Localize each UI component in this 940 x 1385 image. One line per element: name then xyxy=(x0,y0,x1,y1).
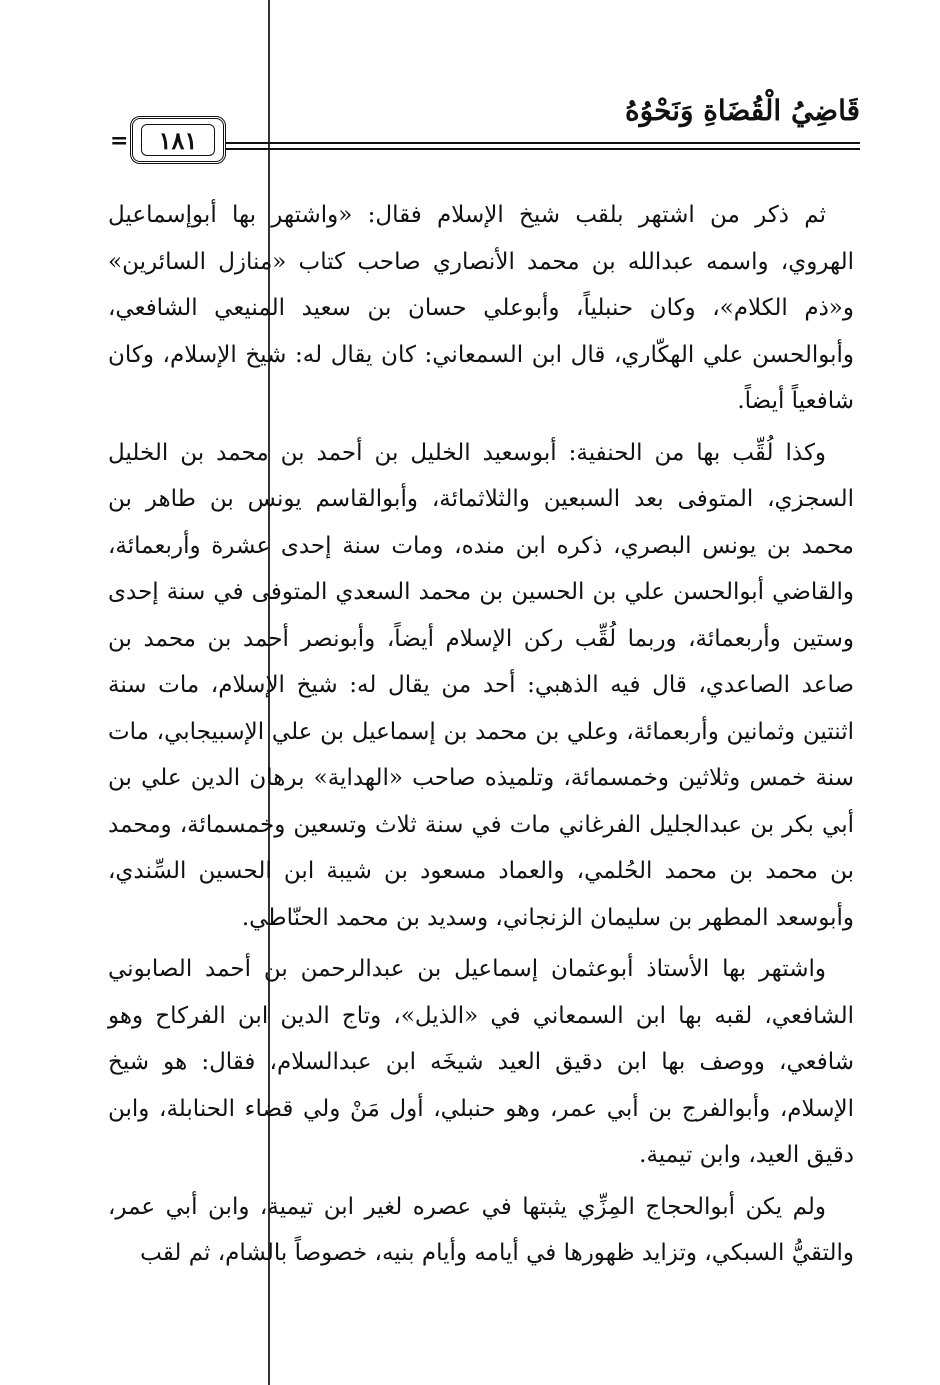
page-number: ١٨١ xyxy=(141,124,215,156)
header-marker: = xyxy=(110,128,129,154)
header-rule-bottom xyxy=(226,148,860,150)
paragraph: ثم ذكر من اشتهر بلقب شيخ الإسلام فقال: «واشتهر بها أبوإسماعيل الهروي، واسمه عبدالله بن محمد الأنصاري صاحب كتاب «منازل السائرين» و«ذم الكلام»، وكان حنبلياً، وأبوعلي حسان بن سعيد المنيعي الشافعي، وأبوالحسن علي الهكّاري، قال ابن السمعاني: كان يقال له: شيخ الإسلام، وكان شافعياً أيضاً. xyxy=(108,202,854,414)
paragraph: وكذا لُقِّب بها من الحنفية: أبوسعيد الخليل بن أحمد بن محمد بن الخليل السجزي، المتوفى بعد السبعين والثلاثمائة، وأبوالقاسم يونس بن طاهر بن محمد بن يونس البصري، ذكره ابن منده، ومات سنة إحدى عشرة وأربعمائة، والقاضي أبوالحسن علي بن الحسين بن محمد السعدي المتوفى في سنة إحدى وستين وأربعمائة، وربما لُقِّب ركن الإسلام أيضاً، وأبونصر أحمد بن محمد بن صاعد الصاعدي، قال فيه الذهبي: أحد من يقال له: شيخ الإسلام، مات سنة اثنتين وثمانين وأربعمائة، وعلي بن محمد بن إسماعيل بن علي الإسبيجابي، مات سنة خمس وثلاثين وخمسمائة، وتلميذه صاحب «الهداية» برهان الدين علي بن أبي بكر بن عبدالجليل الفرغاني مات في سنة ثلاث وتسعين وخمسمائة، ومحمد بن محمد بن محمد الحُلمي، والعماد مسعود بن شيبة ابن الحسين السِّندي، وأبوسعد المطهر بن سليمان الزنجاني، وسديد بن محمد الحنّاطي. xyxy=(108,439,854,931)
header-rule-top xyxy=(226,142,860,144)
running-title: قَاضِيُ الْقُضَاةِ وَنَحْوُهُ xyxy=(624,94,860,127)
page-number-frame xyxy=(130,116,226,164)
page-header xyxy=(100,88,860,168)
paragraph: واشتهر بها الأستاذ أبوعثمان إسماعيل بن عبدالرحمن بن أحمد الصابوني الشافعي، لقبه بها ابن السمعاني في «الذيل»، وتاج الدين ابن الفركاح وهو شافعي، ووصف بها ابن دقيق العيد شيخَه ابن عبدالسلام، فقال: هو شيخ الإسلام، وأبوالفرج بن أبي عمر، وهو حنبلي، أول مَنْ ولي قضاء الحنابلة، وابن دقيق العيد، وابن تيمية. xyxy=(108,956,854,1168)
paragraph: ولم يكن أبوالحجاج المِزِّي يثبتها في عصره لغير ابن تيمية، وابن أبي عمر، والتقيُّ السبكي، وتزايد ظهورها في أيامه وأيام بنيه، خصوصاً بالشام، ثم لقب xyxy=(108,1193,854,1266)
body-text xyxy=(108,192,854,1282)
